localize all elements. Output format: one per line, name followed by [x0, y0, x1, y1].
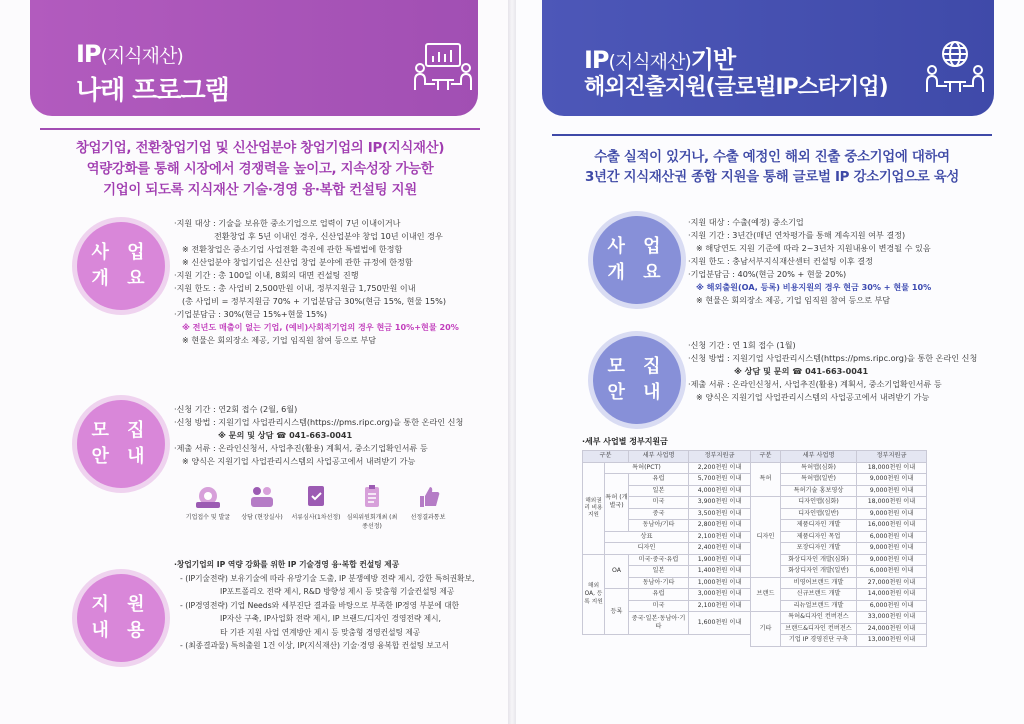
table-header: 정부지원금: [689, 451, 751, 463]
table-cell: 특허(PCT): [605, 462, 689, 474]
table-cell: 3,900천원 이내: [689, 497, 751, 509]
recruit-line: ·신청 기간 : 연 1회 접수 (1월): [688, 340, 796, 350]
table-cell: 일본: [629, 566, 689, 578]
process-step: 선정결과통보: [400, 484, 456, 521]
overview-line: ·지원 대상 : 수출(예정) 중소기업: [688, 217, 804, 227]
table-title: ·세부 사업별 정부지원금: [582, 437, 668, 446]
right-intro-line: 수출 실적이 있거나, 수출 예정인 해외 진출 중소기업에 대하여: [594, 150, 950, 165]
left-header-title-line2: 나래 프로그램: [76, 76, 229, 106]
table-cell: 18,000천원 이내: [857, 462, 927, 474]
table-cell: 9,000천원 이내: [857, 508, 927, 520]
table-cell: 2,800천원 이내: [689, 520, 751, 532]
table-cell: 중국: [629, 508, 689, 520]
table-group-cell: 해외권리 비용지원: [583, 462, 605, 554]
subsidy-table: [582, 450, 927, 647]
support-line: IP자산 구축, IP사업화 전략 제시, IP 브랜드/디자인 경영전략 제시,: [220, 614, 441, 623]
overview-line: ※ 신산업분야 창업기업은 신산업 창업 분야에 관한 규정에 한정함: [182, 257, 413, 267]
table-group-cell: 등록: [605, 589, 629, 635]
left-overview-badge: 사 업 개 요: [77, 222, 165, 310]
table-cell: 일본: [629, 485, 689, 497]
table-cell: 디자인: [605, 543, 689, 555]
table-cell: 1,600천원 이내: [689, 612, 751, 635]
left-header: [30, 0, 478, 116]
left-overview-text: [174, 217, 459, 347]
table-header: 정부지원금: [857, 451, 927, 463]
table-cell: 6,000천원 이내: [857, 531, 927, 543]
process-step: 기업접수 및 발굴: [180, 484, 236, 521]
table-cell: 2,100천원 이내: [689, 600, 751, 612]
left-intro-line: 창업기업, 전환창업기업 및 신산업분야 창업기업의 IP(지식재산): [75, 141, 445, 156]
table-header: 세부 사업명: [629, 451, 689, 463]
recruit-line: ※ 양식은 지원기업 사업관리시스템의 사업공고에서 내려받기 가능: [696, 392, 930, 402]
right-header-title-line1: IP(지식재산)기반: [584, 46, 736, 74]
support-line: IP포트폴리오 전략 제시, R&D 방향성 제시 등 맞춤형 기술컨설팅 제공: [220, 587, 455, 596]
table-cell: 13,000천원 이내: [857, 635, 927, 647]
recruit-line: ·신청 방법 : 지원기업 사업관리시스템(https://pms.ripc.org)을 통한 온라인 신청: [174, 417, 464, 427]
right-intro-line: 3년간 지식재산권 종합 지원을 통해 글로벌 IP 강소기업으로 육성: [585, 170, 959, 185]
presentation-people-icon: [414, 42, 472, 94]
support-line: 타 기관 지원 사업 연계방안 제시 등 맞춤형 경영컨설팅 제공: [220, 627, 421, 637]
table-cell: 신규브랜드 개발: [781, 589, 857, 601]
table-cell: 유럽: [629, 589, 689, 601]
thumbs-up-icon: [414, 484, 442, 510]
table-group-cell: 디자인: [751, 497, 781, 578]
table-cell: 16,000천원 이내: [857, 520, 927, 532]
recruit-line: ※ 양식은 지원기업 사업관리시스템의 사업공고에서 내려받기 가능: [182, 456, 416, 466]
overview-line: (총 사업비 = 정부지원금 70% + 기업분담금 30%(현금 15%, 현물 15%): [182, 296, 447, 306]
overview-line: 전환창업 후 5년 이내인 경우, 신산업분야 창업 10년 이내인 경우: [214, 231, 443, 241]
table-cell: 화상디자인 개발(일반): [781, 566, 857, 578]
recruit-line: ·신청 기간 : 연2회 접수 (2월, 6월): [174, 404, 298, 414]
support-line: - (IP경영전략) 기업 Needs와 세부진단 결과를 바탕으로 부족한 IP경영 부분에 대한: [180, 600, 460, 610]
table-cell: 미국: [629, 497, 689, 509]
left-recruit-badge: 모 집 안 내: [77, 400, 165, 488]
right-header: [542, 0, 994, 116]
overview-line: ·기업분담금 : 30%(현금 15%+현물 15%): [174, 309, 328, 319]
overview-highlight-line: ※ 전년도 매출이 없는 기업, (예비)사회적기업의 경우 현금 10%+현물 20%: [182, 322, 459, 332]
process-step: 심의위원회개최 (최종선정): [344, 484, 400, 530]
table-cell: 3,500천원 이내: [689, 508, 751, 520]
right-intro: [552, 134, 992, 192]
overview-line: ·지원 한도 : 충남서부지식재산센터 컨설팅 이후 결정: [688, 256, 873, 266]
overview-highlight-line: ※ 해외출원(OA, 등록) 비용지원의 경우 현금 30% + 현물 10%: [696, 282, 932, 292]
table-cell: 제품디자인 목업: [781, 531, 857, 543]
overview-line: ·기업분담금 : 40%(현금 20% + 현물 20%): [688, 269, 847, 279]
table-cell: 14,000천원 이내: [857, 589, 927, 601]
table-header-row: [583, 451, 927, 463]
table-header: 세부 사업명: [781, 451, 857, 463]
support-line: ·창업기업의 IP 역량 강화를 위한 IP 기술경영 융·복합 컨설팅 제공: [174, 560, 400, 569]
table-cell: 미국: [629, 600, 689, 612]
recruit-line: ·제출 서류 : 온라인신청서, 사업추진(활용) 계획서, 중소기업확인서류 등: [688, 379, 942, 389]
recruit-contact: ※ 상담 및 문의 ☎ 041-663-0041: [734, 366, 869, 376]
support-line: - (IP기술전략) 보유기술에 따라 유망기술 도출, IP 분쟁예방 전략 제시, 강한 특허권확보,: [180, 573, 475, 583]
table-group-cell: 기타: [751, 612, 781, 647]
table-cell: 포장디자인 개발: [781, 543, 857, 555]
left-header-title-line1: IP(지식재산): [76, 40, 183, 68]
table-row: [583, 577, 927, 589]
table-row: [583, 497, 927, 509]
table-cell: 상표: [605, 531, 689, 543]
table-cell: 27,000천원 이내: [857, 577, 927, 589]
left-intro-line: 기업이 되도록 지식재산 기술·경영 융·복합 컨설팅 지원: [103, 183, 417, 198]
table-cell: 특허맵(일반): [781, 474, 857, 486]
table-cell: 2,400천원 이내: [689, 543, 751, 555]
table-group-cell: 특허: [751, 462, 781, 497]
overview-line: ※ 현물은 회의장소 제공, 기업 임직원 참여 등으로 부담: [696, 295, 891, 305]
table-cell: 9,000천원 이내: [857, 543, 927, 555]
left-support-badge: 지 원 내 용: [77, 574, 165, 662]
table-cell: 동남아/기타: [629, 520, 689, 532]
right-overview-badge: 사 업 개 요: [593, 216, 681, 304]
table-cell: 2,200천원 이내: [689, 462, 751, 474]
table-cell: 화상디자인 개발(심화): [781, 554, 857, 566]
table-cell: 제품디자인 개발: [781, 520, 857, 532]
left-recruit-text: [174, 403, 463, 468]
table-cell: 6,000천원 이내: [857, 600, 927, 612]
recruit-line: ·신청 방법 : 지원기업 사업관리시스템(https://pms.ripc.org)을 통한 온라인 신청: [688, 353, 978, 363]
overview-line: ※ 해당연도 지원 기준에 따라 2~3년차 지원내용이 변경될 수 있음: [696, 243, 931, 253]
table-cell: 디자인맵(심화): [781, 497, 857, 509]
table-cell: 5,700천원 이내: [689, 474, 751, 486]
table-group-cell: OA: [605, 554, 629, 589]
table-row: [583, 612, 927, 624]
table-cell: 1,900천원 이내: [689, 554, 751, 566]
overview-line: ·지원 기간 : 총 100일 이내, 8회의 대면 컨설팅 진행: [174, 270, 359, 280]
consult-icon: [248, 484, 276, 510]
recruit-line: ·제출 서류 : 온라인신청서, 사업추진(활용) 계획서, 중소기업확인서류 등: [174, 443, 428, 453]
table-cell: 9,000천원 이내: [857, 474, 927, 486]
table-group-cell: 특허 (개별국): [605, 474, 629, 532]
right-recruit-text: [688, 339, 977, 404]
table-group-cell: 해외 OA, 등록 지원: [583, 554, 605, 635]
table-cell: 미국·중국·유럽: [629, 554, 689, 566]
table-cell: 9,000천원 이내: [857, 485, 927, 497]
table-cell: 유럽: [629, 474, 689, 486]
table-cell: 3,000천원 이내: [689, 589, 751, 601]
table-cell: 특허&디자인 컨버전스: [781, 612, 857, 624]
table-cell: 동남아·기타: [629, 577, 689, 589]
table-cell: 중국·일본·동남아·기타: [629, 612, 689, 635]
table-cell: 특허맵(심화): [781, 462, 857, 474]
overview-line: ·지원 한도 : 총 사업비 2,500만원 이내, 정부지원금 1,750만원 이내: [174, 283, 416, 293]
table-header: 구분: [583, 451, 629, 463]
left-intro-line: 역량강화를 통해 시장에서 경쟁력을 높이고, 지속성장 가능한: [86, 162, 434, 177]
process-step: 서류심사(1차선정): [288, 484, 344, 521]
table-cell: 24,000천원 이내: [857, 623, 927, 635]
table-cell: 1,000천원 이내: [689, 577, 751, 589]
overview-line: ※ 전환창업은 중소기업 사업전환 촉진에 관한 특별법에 한정함: [182, 244, 403, 254]
recruit-contact: ※ 문의 및 상담 ☎ 041-663-0041: [218, 430, 353, 440]
table-cell: 비영어브랜드 개발: [781, 577, 857, 589]
gear-people-icon: [194, 484, 222, 510]
table-cell: 18,000천원 이내: [857, 497, 927, 509]
table-cell: 2,100천원 이내: [689, 531, 751, 543]
table-group-cell: 브랜드: [751, 577, 781, 612]
process-step: 상담 (현장실사): [234, 484, 290, 521]
table-header: 구분: [751, 451, 781, 463]
table-cell: 리뉴얼브랜드 개발: [781, 600, 857, 612]
table-cell: 6,000천원 이내: [857, 566, 927, 578]
support-line: - (최종결과물) 특허출원 1건 이상, IP(지식재산) 기술·경영 융복합 컨설팅 보고서: [180, 641, 449, 650]
table-cell: 브랜드&디자인 컨버전스: [781, 623, 857, 635]
right-header-title-line2: 해외진출지원(글로벌IP스타기업): [584, 75, 888, 100]
table-row: [583, 462, 927, 474]
overview-line: ·지원 기간 : 3년간(매년 연차평가를 통해 계속지원 여부 결정): [688, 230, 906, 240]
globe-people-icon: [926, 40, 984, 94]
clipboard-icon: [358, 484, 386, 510]
table-cell: 4,000천원 이내: [689, 485, 751, 497]
document-check-icon: [302, 484, 330, 510]
left-support-text: [174, 558, 474, 653]
overview-line: ·지원 대상 : 기술을 보유한 중소기업으로 업력이 7년 이내이거나: [174, 218, 401, 228]
right-recruit-badge: 모 집 안 내: [593, 336, 681, 424]
right-overview-text: [688, 216, 931, 307]
page-fold: [508, 0, 516, 724]
process-icons: [180, 484, 460, 530]
table-cell: 9,000천원 이내: [857, 554, 927, 566]
table-cell: 디자인맵(일반): [781, 508, 857, 520]
table-cell: 특허기술 홍보영상: [781, 485, 857, 497]
overview-line: ※ 현물은 회의장소 제공, 기업 임직원 참여 등으로 부담: [182, 335, 377, 345]
table-cell: 33,000천원 이내: [857, 612, 927, 624]
left-intro: [40, 128, 480, 196]
table-cell: 기업 IP 경영진단 구축: [781, 635, 857, 647]
table-cell: 1,400천원 이내: [689, 566, 751, 578]
